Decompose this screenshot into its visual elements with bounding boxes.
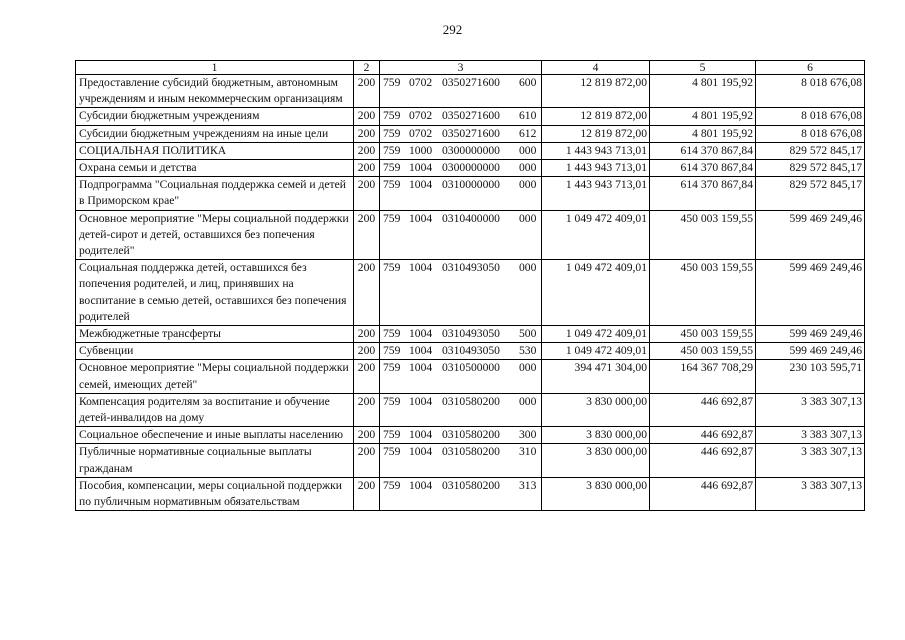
expense-type-code: 000 bbox=[519, 261, 537, 275]
section-code: 1004 bbox=[409, 161, 433, 175]
amount-col5-cell: 446 692,87 bbox=[650, 427, 756, 444]
amount-col4-cell: 12 819 872,00 bbox=[542, 125, 650, 142]
amount-col5-cell: 450 003 159,55 bbox=[650, 326, 756, 343]
amount-col6-cell: 829 572 845,17 bbox=[756, 177, 865, 210]
expense-type-code: 310 bbox=[519, 445, 537, 459]
target-article-code: 0310500000 bbox=[442, 361, 500, 375]
expense-type-code: 000 bbox=[519, 211, 537, 225]
classification-code-cell bbox=[380, 477, 542, 510]
amount-col6-cell: 8 018 676,08 bbox=[756, 125, 865, 142]
column-number-header-row bbox=[76, 61, 865, 75]
column-number-1: 1 bbox=[76, 61, 354, 75]
target-article-code: 0300000000 bbox=[442, 161, 500, 175]
target-article-code: 0310580200 bbox=[442, 445, 500, 459]
classification-code-cell bbox=[380, 177, 542, 210]
amount-col4-cell: 1 049 472 409,01 bbox=[542, 343, 650, 360]
section-code: 1004 bbox=[409, 211, 433, 225]
expense-type-code: 500 bbox=[519, 327, 537, 341]
table-row bbox=[76, 260, 865, 326]
amount-col6-cell: 8 018 676,08 bbox=[756, 75, 865, 108]
expense-name-cell: Субсидии бюджетным учреждениям на иные цели bbox=[76, 125, 354, 142]
expense-type-code: 000 bbox=[519, 161, 537, 175]
section-code: 1004 bbox=[409, 478, 433, 492]
ministry-code: 759 bbox=[383, 76, 401, 89]
table-row bbox=[76, 393, 865, 426]
classification-code-cell bbox=[380, 326, 542, 343]
table-row bbox=[76, 477, 865, 510]
column-number-2: 2 bbox=[354, 61, 380, 75]
target-article-code: 0310000000 bbox=[442, 178, 500, 192]
ministry-code: 759 bbox=[383, 161, 401, 175]
grbs-code-cell: 200 bbox=[354, 360, 380, 393]
target-article-code: 0350271600 bbox=[442, 126, 500, 140]
amount-col4-cell: 12 819 872,00 bbox=[542, 75, 650, 108]
amount-col6-cell: 829 572 845,17 bbox=[756, 160, 865, 177]
amount-col6-cell: 3 383 307,13 bbox=[756, 444, 865, 477]
classification-code-cell bbox=[380, 393, 542, 426]
section-code: 1000 bbox=[409, 143, 433, 157]
grbs-code-cell: 200 bbox=[354, 160, 380, 177]
expense-name-cell: Субвенции bbox=[76, 343, 354, 360]
classification-code-cell bbox=[380, 125, 542, 142]
ministry-code: 759 bbox=[383, 261, 401, 275]
target-article-code: 0350271600 bbox=[442, 76, 500, 89]
target-article-code: 0310580200 bbox=[442, 428, 500, 442]
grbs-code-cell: 200 bbox=[354, 427, 380, 444]
expense-type-code: 000 bbox=[519, 143, 537, 157]
table-row bbox=[76, 177, 865, 210]
section-code: 0702 bbox=[409, 109, 433, 123]
grbs-code-cell: 200 bbox=[354, 260, 380, 326]
grbs-code-cell: 200 bbox=[354, 393, 380, 426]
amount-col5-cell: 614 370 867,84 bbox=[650, 160, 756, 177]
classification-code-cell bbox=[380, 444, 542, 477]
section-code: 1004 bbox=[409, 344, 433, 358]
section-code: 1004 bbox=[409, 428, 433, 442]
ministry-code: 759 bbox=[383, 178, 401, 192]
ministry-code: 759 bbox=[383, 143, 401, 157]
amount-col5-cell: 4 801 195,92 bbox=[650, 125, 756, 142]
amount-col4-cell: 3 830 000,00 bbox=[542, 427, 650, 444]
amount-col5-cell: 450 003 159,55 bbox=[650, 210, 756, 260]
column-number-3: 3 bbox=[380, 61, 542, 75]
page-number: 292 bbox=[442, 22, 463, 37]
column-number-4: 4 bbox=[542, 61, 650, 75]
ministry-code: 759 bbox=[383, 109, 401, 123]
ministry-code: 759 bbox=[383, 126, 401, 140]
amount-col4-cell: 1 049 472 409,01 bbox=[542, 210, 650, 260]
expense-name-cell: Социальная поддержка детей, оставшихся без попечения родителей, и лиц, принявших на воспитание в семью детей, оставшихся без попечения родителей bbox=[76, 260, 354, 326]
table-row bbox=[76, 444, 865, 477]
expense-type-code: 610 bbox=[519, 109, 537, 123]
ministry-code: 759 bbox=[383, 361, 401, 375]
section-code: 0702 bbox=[409, 76, 433, 89]
amount-col4-cell: 1 443 943 713,01 bbox=[542, 177, 650, 210]
amount-col6-cell: 599 469 249,46 bbox=[756, 343, 865, 360]
classification-code-cell bbox=[380, 360, 542, 393]
amount-col4-cell: 1 049 472 409,01 bbox=[542, 260, 650, 326]
classification-code-cell bbox=[380, 142, 542, 159]
expense-name-cell: Компенсация родителям за воспитание и обучение детей-инвалидов на дому bbox=[76, 393, 354, 426]
amount-col5-cell: 4 801 195,92 bbox=[650, 108, 756, 125]
expense-type-code: 000 bbox=[519, 394, 537, 408]
classification-code-cell bbox=[380, 260, 542, 326]
table-row bbox=[76, 360, 865, 393]
ministry-code: 759 bbox=[383, 344, 401, 358]
classification-code-cell bbox=[380, 108, 542, 125]
section-code: 1004 bbox=[409, 445, 433, 459]
ministry-code: 759 bbox=[383, 428, 401, 442]
grbs-code-cell: 200 bbox=[354, 75, 380, 108]
expense-name-cell: Предоставление субсидий бюджетным, автономным учреждениям и иным некоммерческим организациям bbox=[76, 75, 354, 108]
expense-type-code: 612 bbox=[519, 126, 537, 140]
amount-col5-cell: 450 003 159,55 bbox=[650, 260, 756, 326]
target-article-code: 0350271600 bbox=[442, 109, 500, 123]
amount-col4-cell: 3 830 000,00 bbox=[542, 444, 650, 477]
section-code: 1004 bbox=[409, 394, 433, 408]
expense-name-cell: Основное мероприятие "Меры социальной поддержки семей, имеющих детей" bbox=[76, 360, 354, 393]
expense-type-code: 300 bbox=[519, 428, 537, 442]
ministry-code: 759 bbox=[383, 327, 401, 341]
amount-col5-cell: 446 692,87 bbox=[650, 477, 756, 510]
amount-col6-cell: 3 383 307,13 bbox=[756, 427, 865, 444]
amount-col6-cell: 829 572 845,17 bbox=[756, 142, 865, 159]
ministry-code: 759 bbox=[383, 394, 401, 408]
classification-code-cell bbox=[380, 210, 542, 260]
amount-col5-cell: 614 370 867,84 bbox=[650, 142, 756, 159]
target-article-code: 0310493050 bbox=[442, 261, 500, 275]
table-row bbox=[76, 210, 865, 260]
table-row bbox=[76, 343, 865, 360]
table-row bbox=[76, 108, 865, 125]
expense-type-code: 000 bbox=[519, 361, 537, 375]
amount-col6-cell: 599 469 249,46 bbox=[756, 260, 865, 326]
classification-code-cell bbox=[380, 75, 542, 108]
classification-code-cell bbox=[380, 427, 542, 444]
expense-name-cell: СОЦИАЛЬНАЯ ПОЛИТИКА bbox=[76, 142, 354, 159]
target-article-code: 0310580200 bbox=[442, 478, 500, 492]
target-article-code: 0310493050 bbox=[442, 327, 500, 341]
column-number-6: 6 bbox=[756, 61, 865, 75]
expense-name-cell: Основное мероприятие "Меры социальной поддержки детей-сирот и детей, оставшихся без попечения родителей" bbox=[76, 210, 354, 260]
expense-name-cell: Охрана семьи и детства bbox=[76, 160, 354, 177]
amount-col4-cell: 3 830 000,00 bbox=[542, 477, 650, 510]
amount-col6-cell: 8 018 676,08 bbox=[756, 108, 865, 125]
expense-name-cell: Социальное обеспечение и иные выплаты населению bbox=[76, 427, 354, 444]
grbs-code-cell: 200 bbox=[354, 343, 380, 360]
section-code: 1004 bbox=[409, 327, 433, 341]
table-row bbox=[76, 326, 865, 343]
section-code: 1004 bbox=[409, 178, 433, 192]
expense-name-cell: Субсидии бюджетным учреждениям bbox=[76, 108, 354, 125]
target-article-code: 0300000000 bbox=[442, 143, 500, 157]
ministry-code: 759 bbox=[383, 211, 401, 225]
amount-col6-cell: 599 469 249,46 bbox=[756, 326, 865, 343]
target-article-code: 0310580200 bbox=[442, 394, 500, 408]
expense-type-code: 600 bbox=[519, 76, 537, 89]
amount-col4-cell: 1 049 472 409,01 bbox=[542, 326, 650, 343]
amount-col5-cell: 446 692,87 bbox=[650, 393, 756, 426]
amount-col6-cell: 230 103 595,71 bbox=[756, 360, 865, 393]
table-row bbox=[76, 75, 865, 108]
expense-name-cell: Подпрограмма "Социальная поддержка семей и детей в Приморском крае" bbox=[76, 177, 354, 210]
grbs-code-cell: 200 bbox=[354, 108, 380, 125]
amount-col5-cell: 446 692,87 bbox=[650, 444, 756, 477]
budget-table bbox=[75, 60, 865, 511]
grbs-code-cell: 200 bbox=[354, 326, 380, 343]
amount-col5-cell: 614 370 867,84 bbox=[650, 177, 756, 210]
expense-name-cell: Пособия, компенсации, меры социальной поддержки по публичным нормативным обязательствам bbox=[76, 477, 354, 510]
expense-name-cell: Публичные нормативные социальные выплаты гражданам bbox=[76, 444, 354, 477]
section-code: 1004 bbox=[409, 261, 433, 275]
amount-col5-cell: 4 801 195,92 bbox=[650, 75, 756, 108]
classification-code-cell bbox=[380, 343, 542, 360]
table-row bbox=[76, 160, 865, 177]
ministry-code: 759 bbox=[383, 478, 401, 492]
grbs-code-cell: 200 bbox=[354, 177, 380, 210]
amount-col6-cell: 3 383 307,13 bbox=[756, 393, 865, 426]
table-row bbox=[76, 142, 865, 159]
grbs-code-cell: 200 bbox=[354, 444, 380, 477]
expense-type-code: 530 bbox=[519, 344, 537, 358]
grbs-code-cell: 200 bbox=[354, 210, 380, 260]
amount-col4-cell: 3 830 000,00 bbox=[542, 393, 650, 426]
amount-col4-cell: 394 471 304,00 bbox=[542, 360, 650, 393]
target-article-code: 0310400000 bbox=[442, 211, 500, 225]
grbs-code-cell: 200 bbox=[354, 477, 380, 510]
expense-type-code: 000 bbox=[519, 178, 537, 192]
column-number-5: 5 bbox=[650, 61, 756, 75]
amount-col4-cell: 12 819 872,00 bbox=[542, 108, 650, 125]
amount-col4-cell: 1 443 943 713,01 bbox=[542, 160, 650, 177]
expense-type-code: 313 bbox=[519, 478, 537, 492]
target-article-code: 0310493050 bbox=[442, 344, 500, 358]
amount-col4-cell: 1 443 943 713,01 bbox=[542, 142, 650, 159]
classification-code-cell bbox=[380, 160, 542, 177]
section-code: 1004 bbox=[409, 361, 433, 375]
table-row bbox=[76, 427, 865, 444]
expense-name-cell: Межбюджетные трансферты bbox=[76, 326, 354, 343]
grbs-code-cell: 200 bbox=[354, 142, 380, 159]
grbs-code-cell: 200 bbox=[354, 125, 380, 142]
amount-col5-cell: 164 367 708,29 bbox=[650, 360, 756, 393]
table-row bbox=[76, 125, 865, 142]
amount-col6-cell: 599 469 249,46 bbox=[756, 210, 865, 260]
amount-col5-cell: 450 003 159,55 bbox=[650, 343, 756, 360]
amount-col6-cell: 3 383 307,13 bbox=[756, 477, 865, 510]
section-code: 0702 bbox=[409, 126, 433, 140]
ministry-code: 759 bbox=[383, 445, 401, 459]
